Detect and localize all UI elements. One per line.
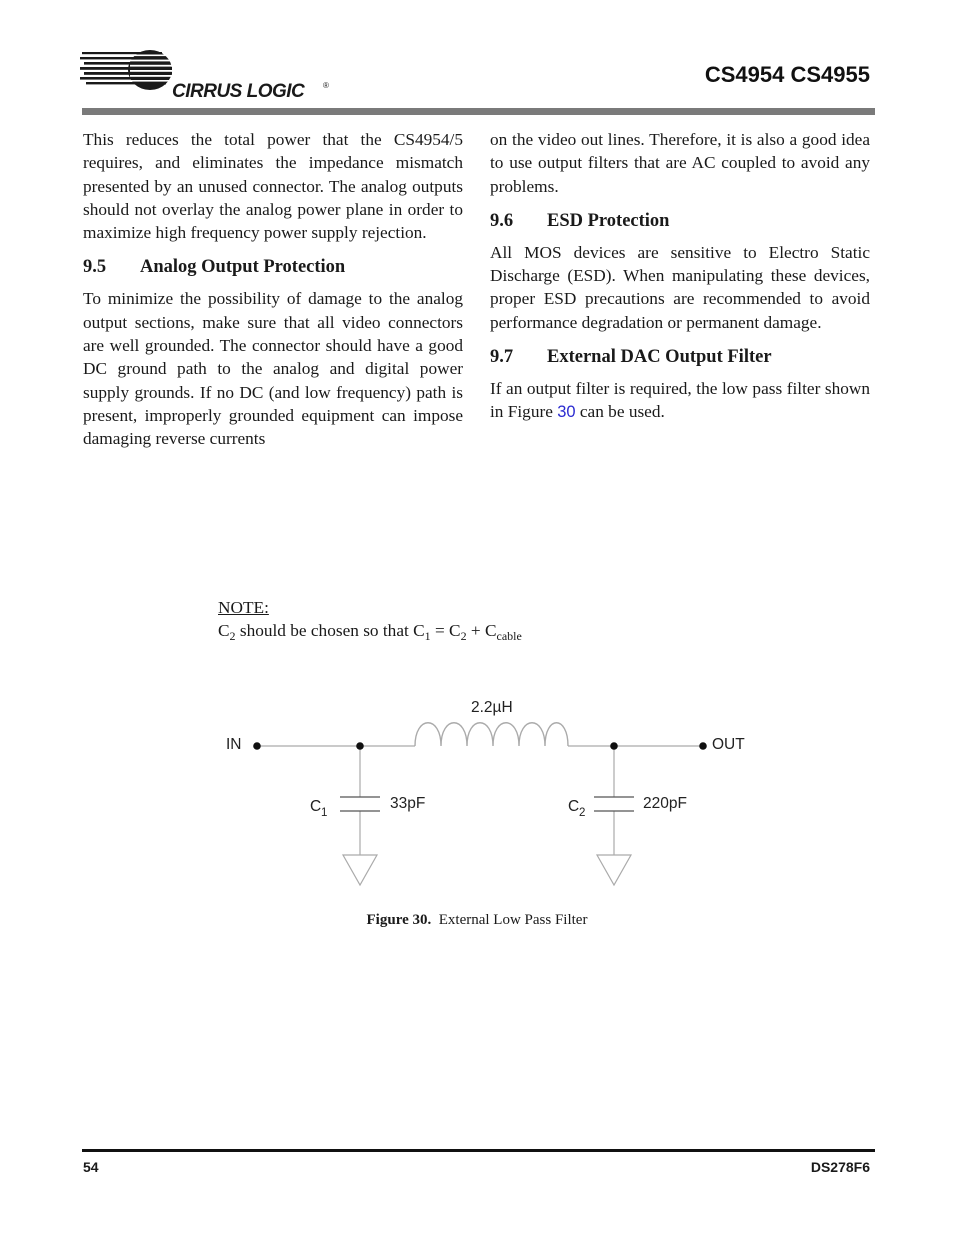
ground-symbol-right — [597, 855, 631, 885]
out-label: OUT — [712, 736, 745, 753]
right-column — [490, 128, 870, 425]
c2-label: C — [568, 798, 580, 815]
paragraph-filter — [490, 377, 870, 425]
paragraph-analog-protection: To minimize the possibility of damage to the analog output sections, make sure that all video connectors are well grounded. The connector should have a good DC ground path to the analog and digital power supply grounds. If no DC (and low frequency) path is present, improperly grounded equipment can impose damaging reverse currents — [83, 289, 463, 449]
section-title: Analog Output Protection — [140, 257, 346, 278]
paragraph-video-out: on the video out lines. Therefore, it is also a good idea to use output filters that are AC coupled to avoid any problems. — [490, 130, 870, 196]
low-pass-filter-schematic — [200, 685, 760, 900]
document-id: DS278F6 — [810, 1159, 870, 1175]
document-title: CS4954 CS4955 — [704, 62, 870, 87]
logo-text: CIRRUS LOGIC — [172, 81, 305, 102]
c2-subscript: 2 — [579, 807, 586, 819]
paragraph-power: This reduces the total power that the CS4954/5 requires, and eliminates the impedance mismatch presented by an unused connector. The analog outputs should not overlay the analog power plane in order to maximize high frequency power supply rejection. — [83, 130, 463, 243]
section-title: ESD Protection — [547, 210, 670, 231]
c2-value: 220pF — [643, 795, 687, 812]
c1-label: C — [310, 798, 322, 815]
paragraph-filter-text: If an output filter is required, the low pass filter shown in Figure — [490, 379, 870, 422]
page-number: 54 — [83, 1159, 99, 1175]
section-number: 9.6 — [490, 210, 514, 231]
junction-left — [356, 742, 364, 750]
heading-9-7 — [490, 334, 870, 377]
wires — [257, 746, 700, 855]
header-rule — [82, 108, 875, 115]
section-title: External DAC Output Filter — [547, 347, 772, 368]
figure-30-link[interactable]: 30 — [557, 403, 576, 422]
in-label: IN — [226, 736, 242, 753]
registered-mark: ® — [323, 81, 329, 90]
figure-caption — [0, 912, 954, 929]
out-node — [699, 742, 707, 750]
heading-9-6 — [490, 198, 870, 241]
c1-value: 33pF — [390, 795, 426, 812]
paragraph-esd: All MOS devices are sensitive to Electro Static Discharge (ESD). When manipulating these devices, proper ESD precautions are recommended to avoid performance degradation or permanent damage. — [490, 242, 870, 332]
footer-rule — [82, 1149, 875, 1152]
heading-9-5 — [83, 244, 463, 287]
capacitor-c1 — [340, 797, 380, 811]
caption-text: External Low Pass Filter — [438, 912, 588, 928]
junction-right — [610, 742, 618, 750]
note-title: NOTE: — [218, 598, 269, 617]
section-number: 9.7 — [490, 347, 514, 368]
cirrus-logic-logo — [80, 46, 340, 108]
left-column — [83, 128, 463, 451]
paragraph-filter-text-end: can be used. — [575, 402, 665, 422]
note-text: $C_2$ should be chosen so that $C_1 = C_2 + C_{cable}$ — [218, 621, 522, 643]
c1-subscript: 1 — [321, 807, 328, 819]
capacitor-c2 — [594, 797, 634, 811]
inductor-coil — [415, 723, 568, 746]
caption-label: Figure 30. — [366, 912, 432, 928]
inductor-label: 2.2µH — [471, 699, 513, 716]
section-number: 9.5 — [83, 257, 107, 278]
ground-symbol-left — [343, 855, 377, 885]
figure-note — [218, 596, 522, 642]
in-node — [253, 742, 261, 750]
